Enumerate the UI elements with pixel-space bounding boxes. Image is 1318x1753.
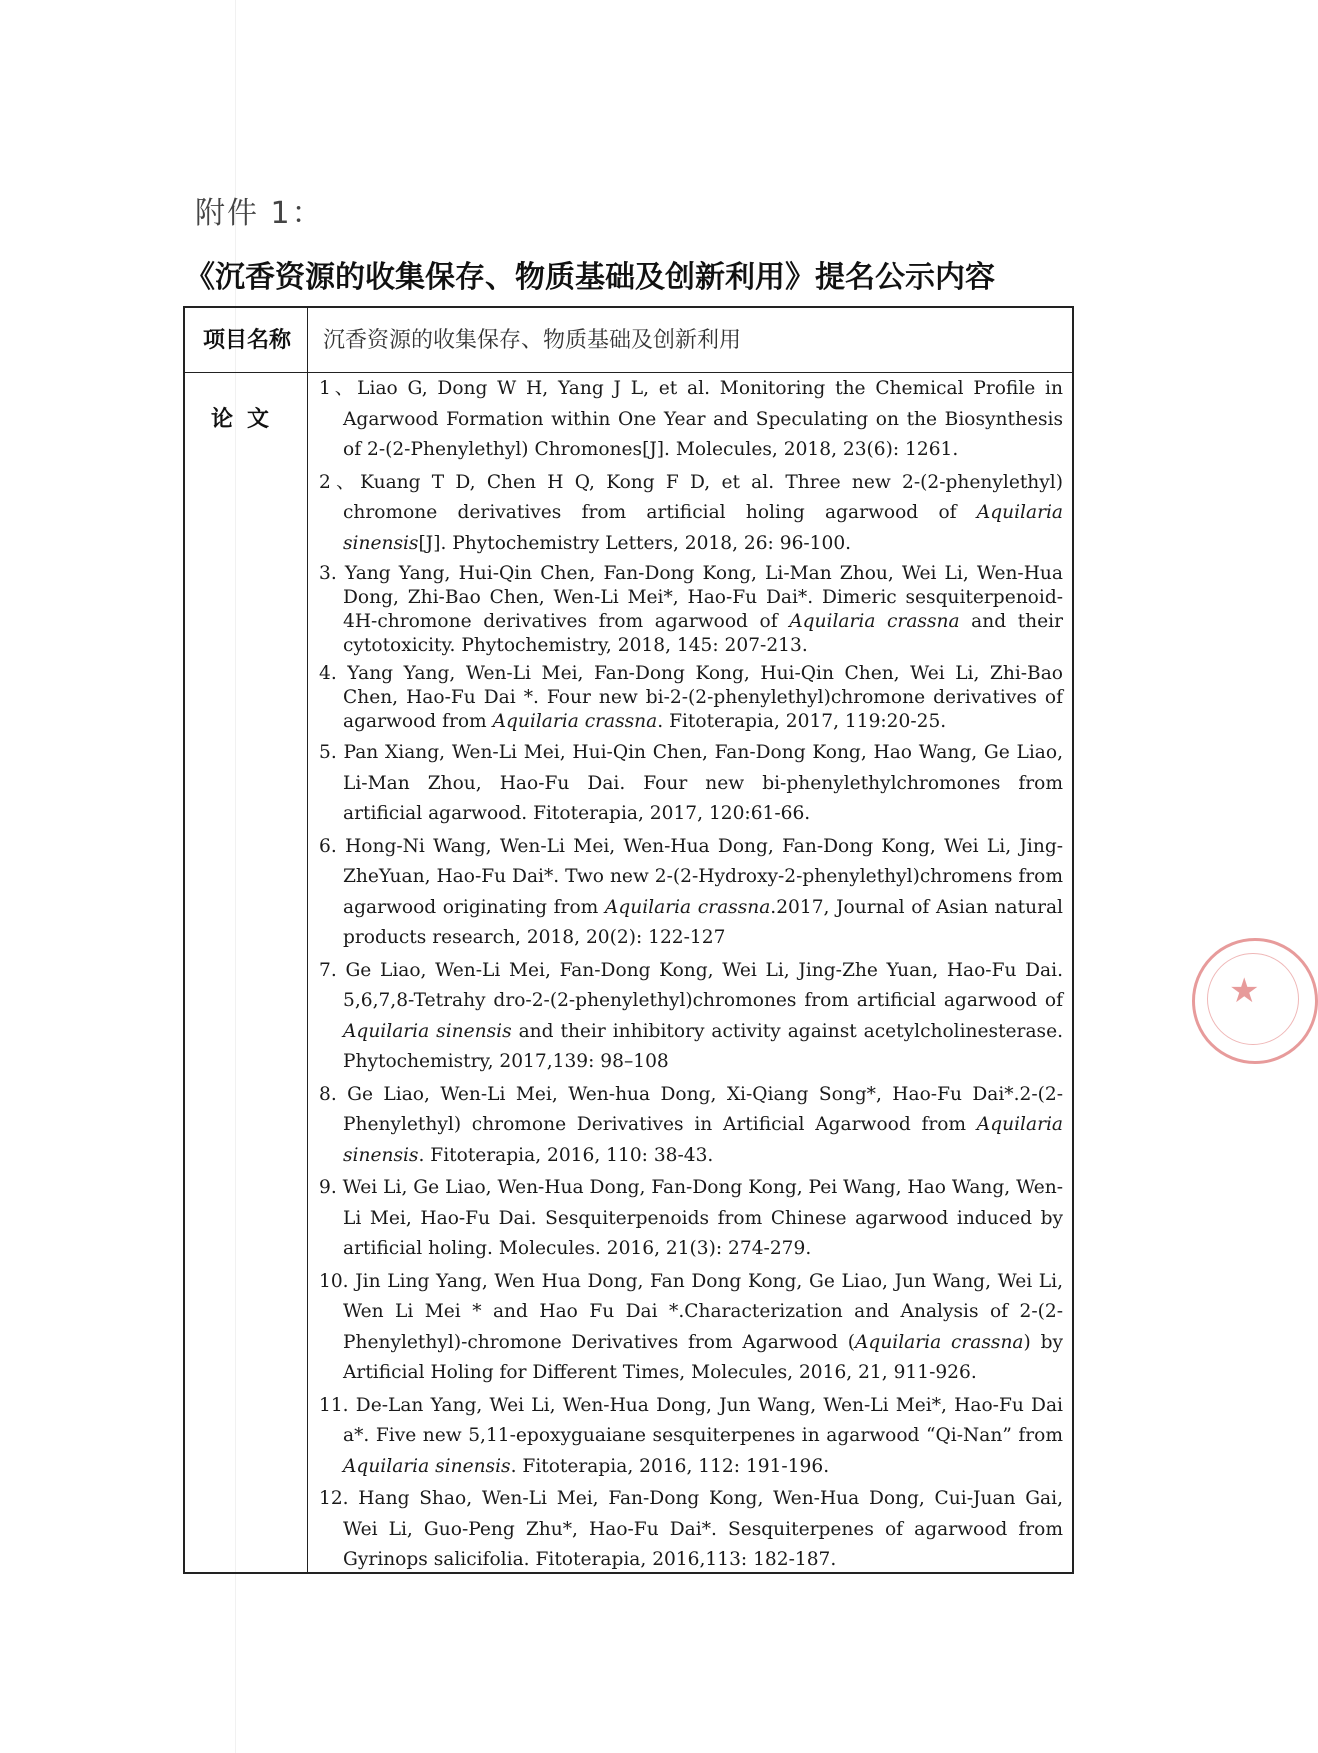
reference-number: 12.	[319, 1488, 359, 1509]
reference-item	[319, 1267, 1063, 1389]
reference-text: Hang Shao, Wen-Li Mei, Fan-Dong Kong, Wen-Hua Dong, Cui-Juan Gai, Wei Li, Guo-Peng Zhu*, Hao-Fu Dai*. Sesquiterpenes of agarwood from Gyrinops salicifolia. Fitoterapia, 2016,113: 182-187.	[343, 1488, 1063, 1570]
reference-item	[319, 1391, 1063, 1483]
reference-number: 2、	[319, 471, 361, 493]
reference-text: Ge Liao, Wen-Li Mei, Fan-Dong Kong, Wei Li, Jing-Zhe Yuan, Hao-Fu Dai. 5,6,7,8-Tetrahy dro-2-(2-phenylethyl)chromones from artificial agarwood of Aquilaria sinensis and their inhibitory activity against acetylcholinesterase. Phytochemistry, 2017,139: 98–108	[343, 959, 1064, 1072]
reference-item	[319, 1080, 1063, 1172]
document-title: 《沉香资源的收集保存、物质基础及创新利用》提名公示内容	[185, 260, 995, 295]
reference-number: 7.	[319, 959, 346, 981]
reference-text: Hong-Ni Wang, Wen-Li Mei, Wen-Hua Dong, Fan-Dong Kong, Wei Li, Jing-ZheYuan, Hao-Fu Dai*. Two new 2-(2-Hydroxy-2-phenylethyl)chromens from agarwood originating from Aquilaria crassna.2017, Journal of Asian natural products research, 2018, 20(2): 122-127	[343, 835, 1064, 948]
reference-item	[319, 374, 1063, 466]
reference-number: 1、	[319, 378, 358, 399]
reference-number: 4.	[319, 663, 348, 684]
reference-item	[319, 468, 1063, 560]
reference-text: Liao G, Dong W H, Yang J L, et al. Monitoring the Chemical Profile in Agarwood Formation within One Year and Speculating on the Biosynthesis of 2-(2-Phenylethyl) Chromones[J]. Molecules, 2018, 23(6): 1261.	[343, 378, 1063, 460]
reference-text: Ge Liao, Wen-Li Mei, Wen-hua Dong, Xi-Qiang Song*, Hao-Fu Dai*.2-(2-Phenylethyl) chromone Derivatives in Artificial Agarwood from Aquilaria sinensis. Fitoterapia, 2016, 110: 38-43.	[343, 1083, 1063, 1166]
reference-text: Pan Xiang, Wen-Li Mei, Hui-Qin Chen, Fan-Dong Kong, Hao Wang, Ge Liao, Li-Man Zhou, Hao-Fu Dai. Four new bi-phenylethylchromones from artificial agarwood. Fitoterapia, 2017, 120:61-66.	[343, 742, 1063, 824]
reference-item	[319, 562, 1063, 658]
reference-text: Wei Li, Ge Liao, Wen-Hua Dong, Fan-Dong Kong, Pei Wang, Hao Wang, Wen-Li Mei, Hao-Fu Dai. Sesquiterpenoids from Chinese agarwood induced by artificial holing. Molecules. 2016, 21(3): 274-279.	[342, 1177, 1063, 1259]
reference-number: 6.	[319, 835, 346, 857]
red-seal-stamp	[1192, 938, 1318, 1064]
reference-number: 11.	[319, 1394, 356, 1416]
reference-text: Kuang T D, Chen H Q, Kong F D, et al. Three new 2-(2-phenylethyl) chromone derivatives from artificial holing agarwood of Aquilaria sinensis[J]. Phytochemistry Letters, 2018, 26: 96-100.	[343, 471, 1063, 554]
reference-text: Yang Yang, Hui-Qin Chen, Fan-Dong Kong, Li-Man Zhou, Wei Li, Wen-Hua Dong, Zhi-Bao Chen, Wen-Li Mei*, Hao-Fu Dai*. Dimeric sesquiterpenoid-4H-chromone derivatives from agarwood of Aquilaria crassna and their cytotoxicity. Phytochemistry, 2018, 145: 207-213.	[343, 563, 1063, 656]
papers-label: 论文	[210, 407, 283, 432]
annex-label: 附件 1：	[195, 196, 324, 231]
star-icon: ★	[1229, 971, 1260, 1011]
reference-text: Yang Yang, Wen-Li Mei, Fan-Dong Kong, Hui-Qin Chen, Wei Li, Zhi-Bao Chen, Hao-Fu Dai *. Four new bi-2-(2-phenylethyl)chromone derivatives of agarwood from Aquilaria crassna. Fitoterapia, 2017, 119:20-25.	[343, 663, 1063, 732]
reference-item	[319, 956, 1063, 1078]
reference-list	[319, 374, 1063, 1578]
reference-text: Jin Ling Yang, Wen Hua Dong, Fan Dong Kong, Ge Liao, Jun Wang, Wei Li, Wen Li Mei * and Hao Fu Dai *.Characterization and Analysis of 2-(2-Phenylethyl)-chromone Derivatives from Agarwood (Aquilaria crassna) by Artificial Holing for Different Times, Molecules, 2016, 21, 911-926.	[343, 1270, 1064, 1383]
column-divider	[307, 308, 308, 1572]
nomination-table	[183, 306, 1074, 1574]
reference-number: 10.	[319, 1270, 356, 1292]
reference-item	[319, 1173, 1063, 1265]
reference-number: 3.	[319, 563, 345, 584]
reference-number: 8.	[319, 1083, 348, 1105]
reference-number: 5.	[319, 742, 344, 763]
reference-item	[319, 738, 1063, 830]
reference-text: De-Lan Yang, Wei Li, Wen-Hua Dong, Jun Wang, Wen-Li Mei*, Hao-Fu Dai a*. Five new 5,11-epoxyguaiane sesquiterpenes in agarwood “Qi-Nan” from Aquilaria sinensis. Fitoterapia, 2016, 112: 191-196.	[343, 1394, 1063, 1477]
project-name-value: 沉香资源的收集保存、物质基础及创新利用	[323, 328, 742, 353]
reference-item	[319, 832, 1063, 954]
reference-item	[319, 1484, 1063, 1576]
reference-number: 9.	[319, 1177, 343, 1198]
row-divider	[185, 372, 1072, 373]
project-name-label: 项目名称	[202, 328, 291, 353]
reference-item	[319, 662, 1063, 734]
